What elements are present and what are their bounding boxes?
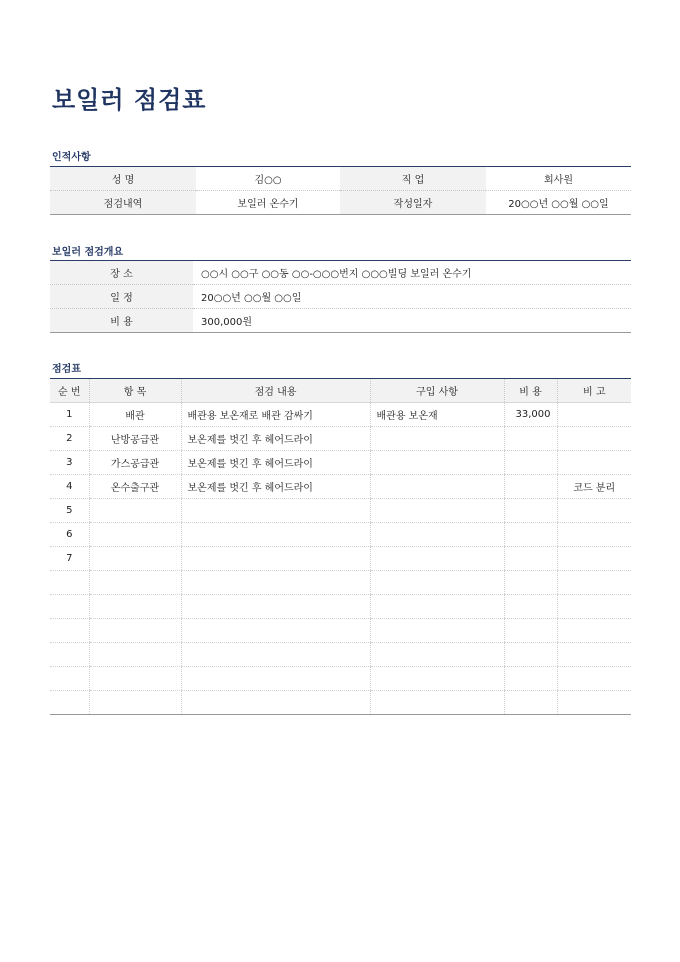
- row-number: [50, 595, 89, 619]
- overview-row: [50, 309, 631, 333]
- row-number: 3: [50, 451, 89, 475]
- header-no: 순 번: [50, 379, 89, 403]
- row-purchase: [370, 667, 504, 691]
- row-note: [557, 451, 631, 475]
- table-row: [50, 619, 631, 643]
- row-content: 배관용 보온재로 배관 감싸기: [181, 403, 370, 427]
- row-content: [181, 619, 370, 643]
- row-number: 5: [50, 499, 89, 523]
- row-number: [50, 571, 89, 595]
- row-content: 보온제를 벗긴 후 헤어드라이: [181, 427, 370, 451]
- row-content: [181, 691, 370, 715]
- row-purchase: [370, 643, 504, 667]
- row-number: 2: [50, 427, 89, 451]
- table-row: [50, 499, 631, 523]
- table-row: [50, 475, 631, 499]
- row-purchase: [370, 475, 504, 499]
- cost-label: 비 용: [50, 309, 193, 333]
- row-purchase: [370, 571, 504, 595]
- row-cost: [504, 427, 557, 451]
- name-value: 김○○: [196, 167, 340, 191]
- row-item: [89, 667, 181, 691]
- written-date-label: 작성일자: [340, 191, 486, 215]
- row-number: [50, 643, 89, 667]
- row-cost: [504, 547, 557, 571]
- row-content: [181, 547, 370, 571]
- row-note: [557, 523, 631, 547]
- table-row: [50, 643, 631, 667]
- row-cost: [504, 451, 557, 475]
- overview-section-title: 보일러 점검개요: [52, 247, 124, 258]
- row-item: [89, 547, 181, 571]
- row-purchase: 배관용 보온재: [370, 403, 504, 427]
- row-cost: [504, 643, 557, 667]
- table-row: [50, 547, 631, 571]
- row-number: [50, 619, 89, 643]
- row-note: 코드 분리: [557, 475, 631, 499]
- row-number: 6: [50, 523, 89, 547]
- inspection-table: [50, 378, 631, 715]
- row-cost: [504, 619, 557, 643]
- row-content: [181, 667, 370, 691]
- table-row: [50, 523, 631, 547]
- row-cost: [504, 571, 557, 595]
- location-value: ○○시 ○○구 ○○동 ○○-○○○번지 ○○○빌딩 보일러 온수기: [193, 261, 631, 285]
- header-purchase: 구입 사항: [370, 379, 504, 403]
- row-content: [181, 643, 370, 667]
- row-item: [89, 691, 181, 715]
- overview-row: [50, 285, 631, 309]
- job-label: 직 업: [340, 167, 486, 191]
- header-content: 점검 내용: [181, 379, 370, 403]
- row-cost: [504, 499, 557, 523]
- job-value: 회사원: [486, 167, 631, 191]
- row-note: [557, 691, 631, 715]
- row-item: [89, 523, 181, 547]
- row-cost: 33,000: [504, 403, 557, 427]
- row-note: [557, 619, 631, 643]
- row-number: [50, 691, 89, 715]
- row-note: [557, 667, 631, 691]
- row-purchase: [370, 547, 504, 571]
- row-number: [50, 667, 89, 691]
- row-item: 배관: [89, 403, 181, 427]
- name-label: 성 명: [50, 167, 196, 191]
- overview-table: [50, 260, 631, 333]
- row-item: 온수출구관: [89, 475, 181, 499]
- row-cost: [504, 475, 557, 499]
- row-content: [181, 595, 370, 619]
- header-item: 항 목: [89, 379, 181, 403]
- row-item: [89, 595, 181, 619]
- row-purchase: [370, 427, 504, 451]
- header-note: 비 고: [557, 379, 631, 403]
- header-cost: 비 용: [504, 379, 557, 403]
- row-item: [89, 643, 181, 667]
- row-note: [557, 547, 631, 571]
- table-row: [50, 691, 631, 715]
- table-row: [50, 571, 631, 595]
- row-note: [557, 571, 631, 595]
- row-content: [181, 523, 370, 547]
- row-item: 가스공급관: [89, 451, 181, 475]
- row-note: [557, 403, 631, 427]
- row-purchase: [370, 451, 504, 475]
- cost-value: 300,000원: [201, 317, 253, 328]
- row-purchase: [370, 499, 504, 523]
- page-title: 보일러 점검표: [52, 86, 207, 114]
- row-content: 보온제를 벗긴 후 헤어드라이: [181, 475, 370, 499]
- location-label: 장 소: [50, 261, 193, 285]
- written-date-value: 20○○년 ○○월 ○○일: [508, 199, 609, 210]
- row-note: [557, 595, 631, 619]
- personal-row: [50, 167, 631, 191]
- row-number: 7: [50, 547, 89, 571]
- row-item: [89, 499, 181, 523]
- row-note: [557, 499, 631, 523]
- row-content: [181, 571, 370, 595]
- row-note: [557, 427, 631, 451]
- row-content: [181, 499, 370, 523]
- personal-table: [50, 166, 631, 215]
- row-cost: [504, 691, 557, 715]
- row-purchase: [370, 691, 504, 715]
- row-purchase: [370, 523, 504, 547]
- row-item: [89, 619, 181, 643]
- schedule-value: 20○○년 ○○월 ○○일: [193, 285, 631, 309]
- row-note: [557, 643, 631, 667]
- row-purchase: [370, 619, 504, 643]
- row-number: 4: [50, 475, 89, 499]
- inspection-type-label: 점검내역: [50, 191, 196, 215]
- row-item: [89, 571, 181, 595]
- row-cost: [504, 595, 557, 619]
- inspection-section-title: 점검표: [52, 364, 81, 375]
- personal-section-title: 인적사항: [52, 152, 91, 163]
- row-cost: [504, 523, 557, 547]
- row-content: 보온제를 벗긴 후 헤어드라이: [181, 451, 370, 475]
- table-row: [50, 403, 631, 427]
- personal-row: [50, 191, 631, 215]
- table-row: [50, 451, 631, 475]
- table-row: [50, 427, 631, 451]
- inspection-header-row: [50, 379, 631, 403]
- row-number: 1: [50, 403, 89, 427]
- overview-row: [50, 261, 631, 285]
- row-purchase: [370, 595, 504, 619]
- table-row: [50, 667, 631, 691]
- row-cost: [504, 667, 557, 691]
- row-item: 난방공급관: [89, 427, 181, 451]
- inspection-type-value: 보일러 온수기: [237, 199, 299, 210]
- table-row: [50, 595, 631, 619]
- schedule-label: 일 정: [50, 285, 193, 309]
